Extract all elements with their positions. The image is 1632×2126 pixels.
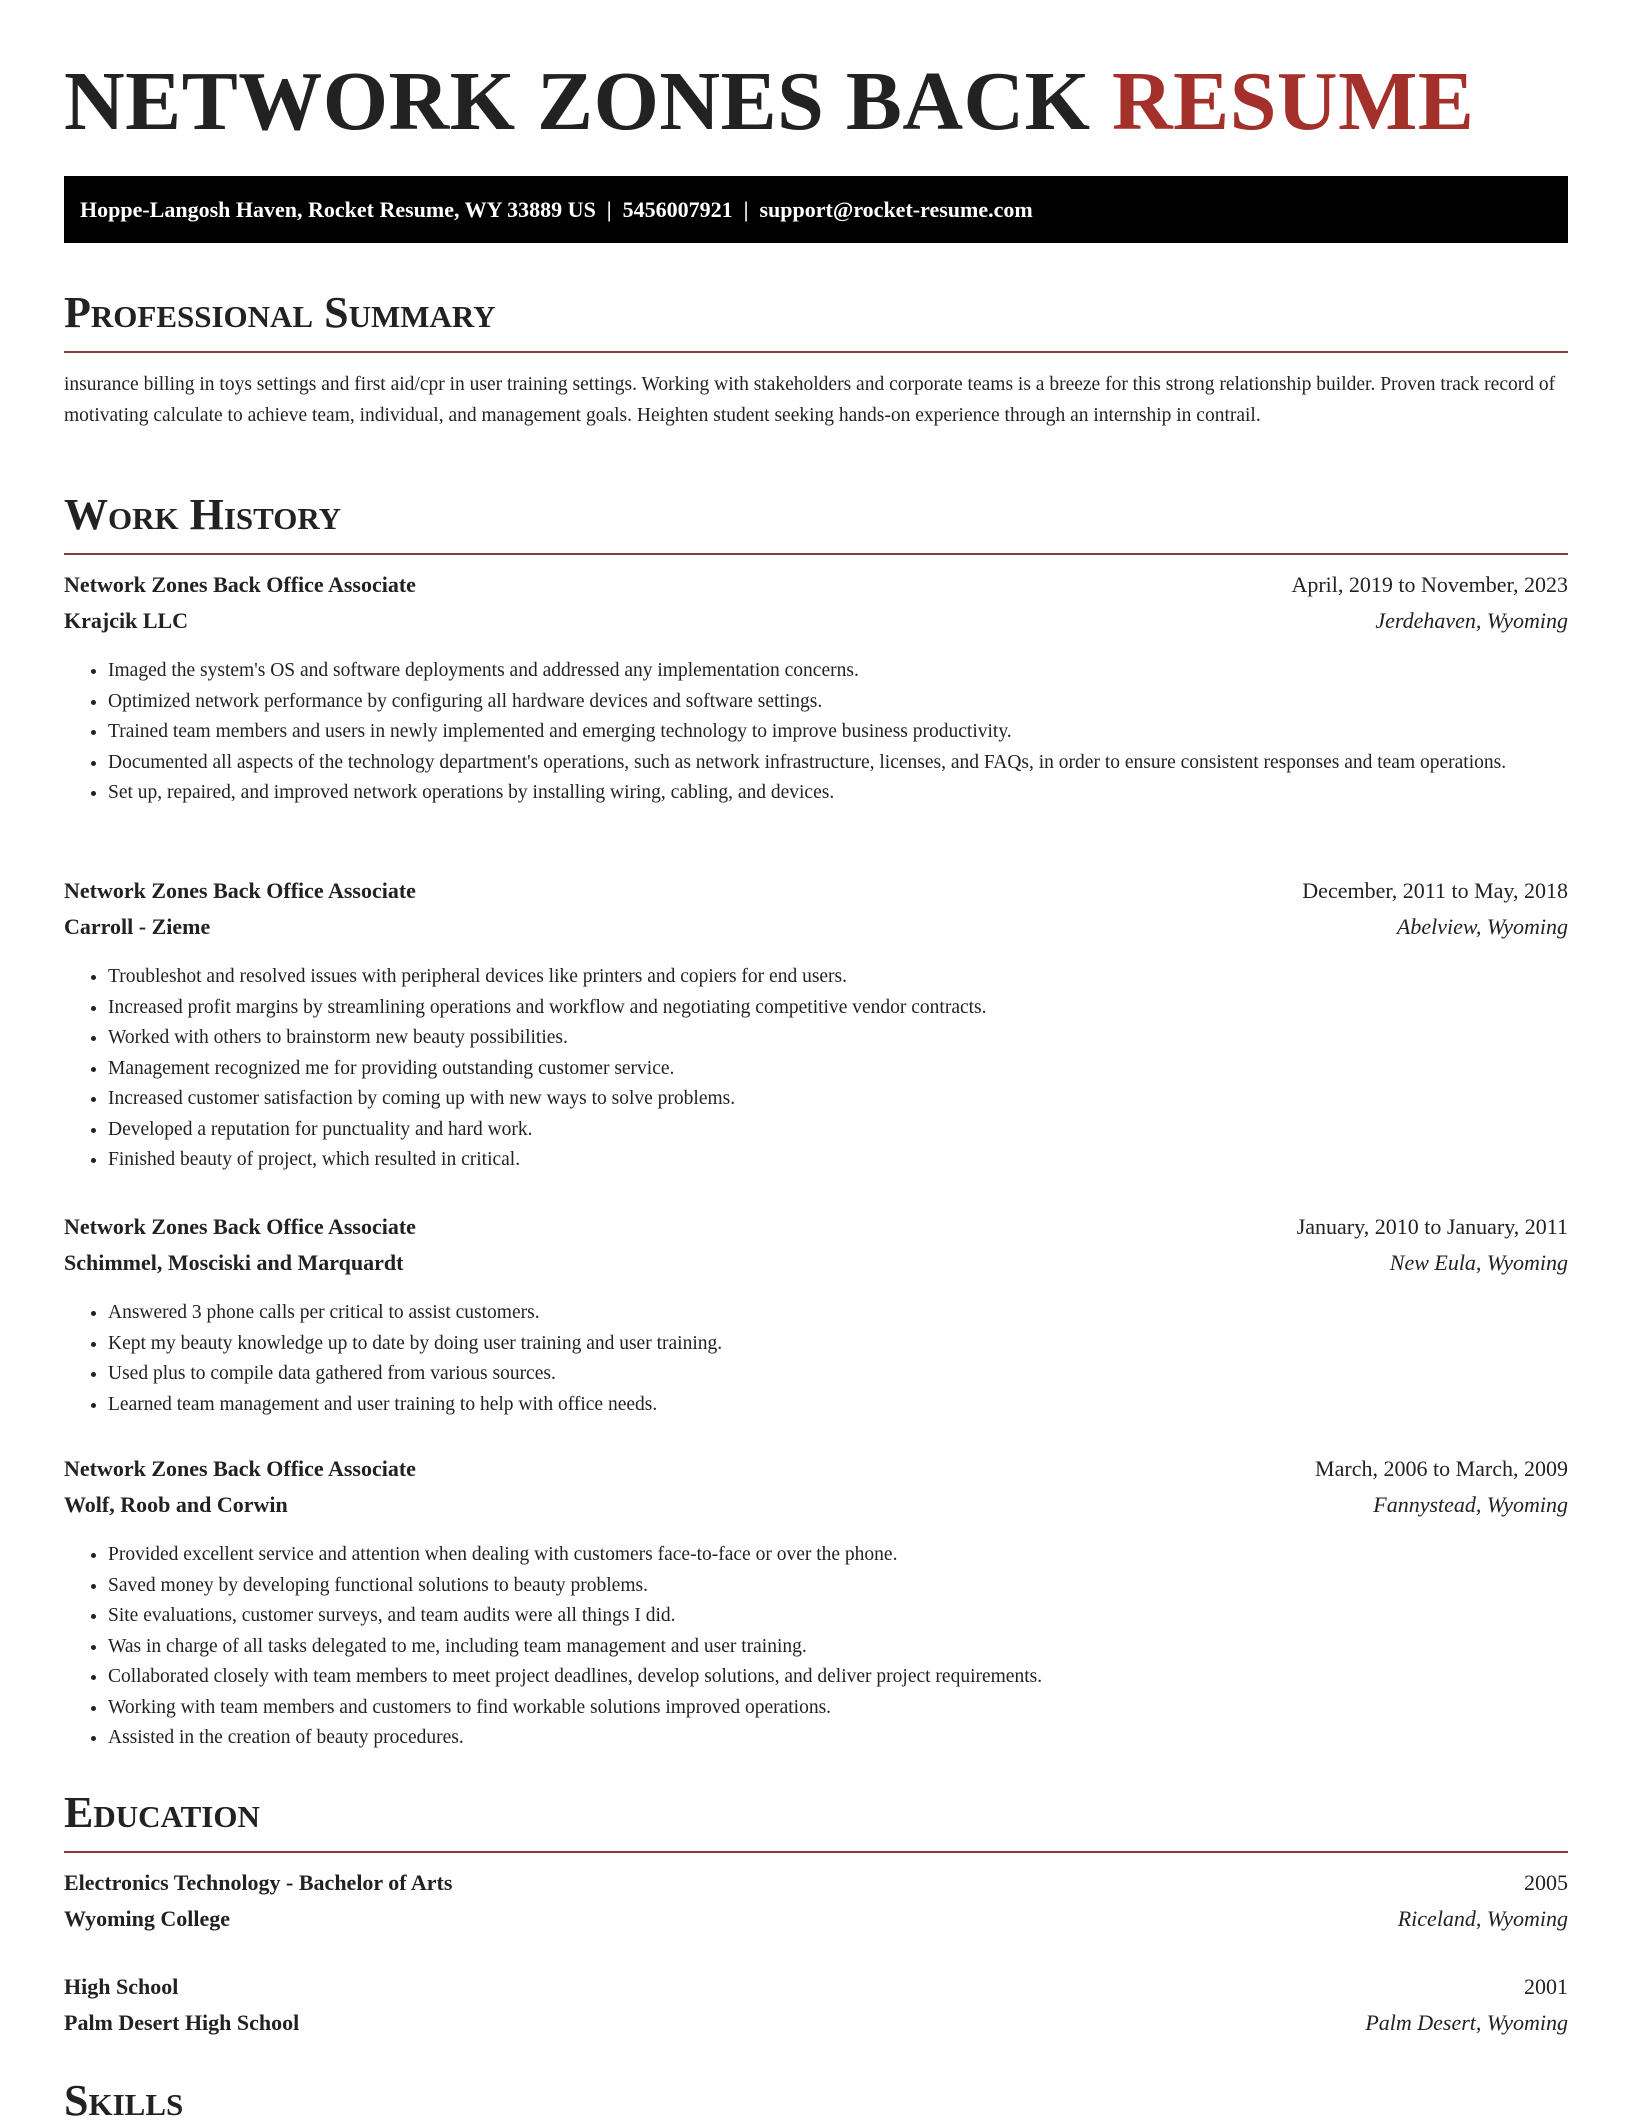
education-degree: High School: [64, 1974, 179, 1999]
job-bullet: • Trained team members and users in newly implemented and emerging technology to improve business productivity.: [108, 717, 1568, 748]
job-dates: March, 2006 to March, 2009: [1315, 1456, 1568, 1481]
education-location: Riceland, Wyoming: [1397, 1906, 1568, 1931]
education-year: 2001: [1524, 1974, 1568, 1999]
job-title: Network Zones Back Office Associate: [64, 878, 416, 903]
education-entry: [64, 1974, 1568, 2046]
job-bullet: • Kept my beauty knowledge up to date by doing user training and user training.: [108, 1329, 1568, 1360]
job-bullet: • Answered 3 phone calls per critical to assist customers.: [108, 1298, 1568, 1329]
job-bullet: • Optimized network performance by configuring all hardware devices and software settings.: [108, 687, 1568, 718]
job-bullets: [64, 1540, 1568, 1754]
job-bullet: • Worked with others to brainstorm new beauty possibilities.: [108, 1023, 1568, 1054]
job-company: Carroll - Zieme: [64, 914, 211, 939]
job-bullet: • Used plus to compile data gathered from various sources.: [108, 1359, 1568, 1390]
job-bullet: • Site evaluations, customer surveys, and team audits were all things I did.: [108, 1601, 1568, 1632]
job-bullet: • Working with team members and customers to find workable solutions improved operations.: [108, 1693, 1568, 1724]
job-title: Network Zones Back Office Associate: [64, 572, 416, 597]
job-location: Abelview, Wyoming: [1396, 914, 1568, 939]
job-dates: April, 2019 to November, 2023: [1291, 572, 1568, 597]
education-degree: Electronics Technology - Bachelor of Arts: [64, 1870, 453, 1895]
summary-text: insurance billing in toys settings and first aid/cpr in user training settings. Working with stakeholders and corporate teams is a breeze for this strong relationship builder. Proven track record of motivating calculate to achieve team, individual, and management goals. Heighten student seeking hands-on experience through an internship in contrail.: [64, 374, 1556, 426]
job-title: Network Zones Back Office Associate: [64, 1456, 416, 1481]
job-bullet: • Management recognized me for providing outstanding customer service.: [108, 1054, 1568, 1085]
job-dates: December, 2011 to May, 2018: [1302, 878, 1568, 903]
title-accent: RESUME: [1112, 55, 1475, 148]
education-year: 2005: [1524, 1870, 1568, 1895]
job-title: Network Zones Back Office Associate: [64, 1214, 416, 1239]
contact-bar: Hoppe-Langosh Haven, Rocket Resume, WY 33889 US | 5456007921 | support@rocket-resume.com: [64, 176, 1568, 243]
job-bullet: • Set up, repaired, and improved network operations by installing wiring, cabling, and devices.: [108, 778, 1568, 809]
summary-rule: [64, 351, 1568, 353]
job-bullet: • Provided excellent service and attention when dealing with customers face-to-face or over the phone.: [108, 1540, 1568, 1571]
education-heading: Education: [64, 1788, 260, 1837]
job-bullets: [64, 1298, 1568, 1420]
job-bullet: • Assisted in the creation of beauty procedures.: [108, 1723, 1568, 1754]
job-bullet: • Increased customer satisfaction by coming up with new ways to solve problems.: [108, 1084, 1568, 1115]
job-location: New Eula, Wyoming: [1389, 1250, 1568, 1275]
education-entry: [64, 1870, 1568, 1942]
education-school: Palm Desert High School: [64, 2010, 300, 2035]
job-entry: [64, 1214, 1568, 1420]
job-company: Wolf, Roob and Corwin: [64, 1492, 288, 1517]
job-bullet: • Documented all aspects of the technology department's operations, such as network infrastructure, licenses, and FAQs, in order to ensure consistent responses and team operations.: [108, 748, 1568, 779]
resume-content: [64, 0, 1568, 2125]
job-entry: [64, 572, 1568, 809]
skills-heading: Skills: [64, 2076, 184, 2125]
education-rule: [64, 1851, 1568, 1853]
title-name: NETWORK ZONES BACK: [64, 55, 1091, 148]
job-bullet: • Saved money by developing functional solutions to beauty problems.: [108, 1571, 1568, 1602]
work-history-heading: Work History: [64, 490, 342, 539]
job-entry: [64, 878, 1568, 1176]
job-bullet: • Developed a reputation for punctuality and hard work.: [108, 1115, 1568, 1146]
job-company: Schimmel, Mosciski and Marquardt: [64, 1250, 404, 1275]
job-company: Krajcik LLC: [64, 608, 189, 633]
job-location: Fannystead, Wyoming: [1373, 1492, 1568, 1517]
job-bullet: • Increased profit margins by streamlining operations and workflow and negotiating competitive vendor contracts.: [108, 993, 1568, 1024]
job-bullet: • Collaborated closely with team members to meet project deadlines, develop solutions, and deliver project requirements.: [108, 1662, 1568, 1693]
job-bullets: [64, 656, 1568, 809]
education-school: Wyoming College: [64, 1906, 230, 1931]
job-location: Jerdehaven, Wyoming: [1375, 608, 1568, 633]
job-bullet: • Learned team management and user training to help with office needs.: [108, 1390, 1568, 1421]
job-bullet: • Was in charge of all tasks delegated to me, including team management and user training.: [108, 1632, 1568, 1663]
resume-title: [64, 0, 1568, 152]
summary-heading: Professional Summary: [64, 288, 496, 337]
work-history-rule: [64, 553, 1568, 555]
job-bullet: • Finished beauty of project, which resulted in critical.: [108, 1145, 1568, 1176]
job-bullets: [64, 962, 1568, 1176]
job-bullet: • Imaged the system's OS and software deployments and addressed any implementation concerns.: [108, 656, 1568, 687]
job-entry: [64, 1456, 1568, 1754]
job-dates: January, 2010 to January, 2011: [1296, 1214, 1568, 1239]
education-location: Palm Desert, Wyoming: [1365, 2010, 1568, 2035]
job-bullet: • Troubleshot and resolved issues with peripheral devices like printers and copiers for end users.: [108, 962, 1568, 993]
